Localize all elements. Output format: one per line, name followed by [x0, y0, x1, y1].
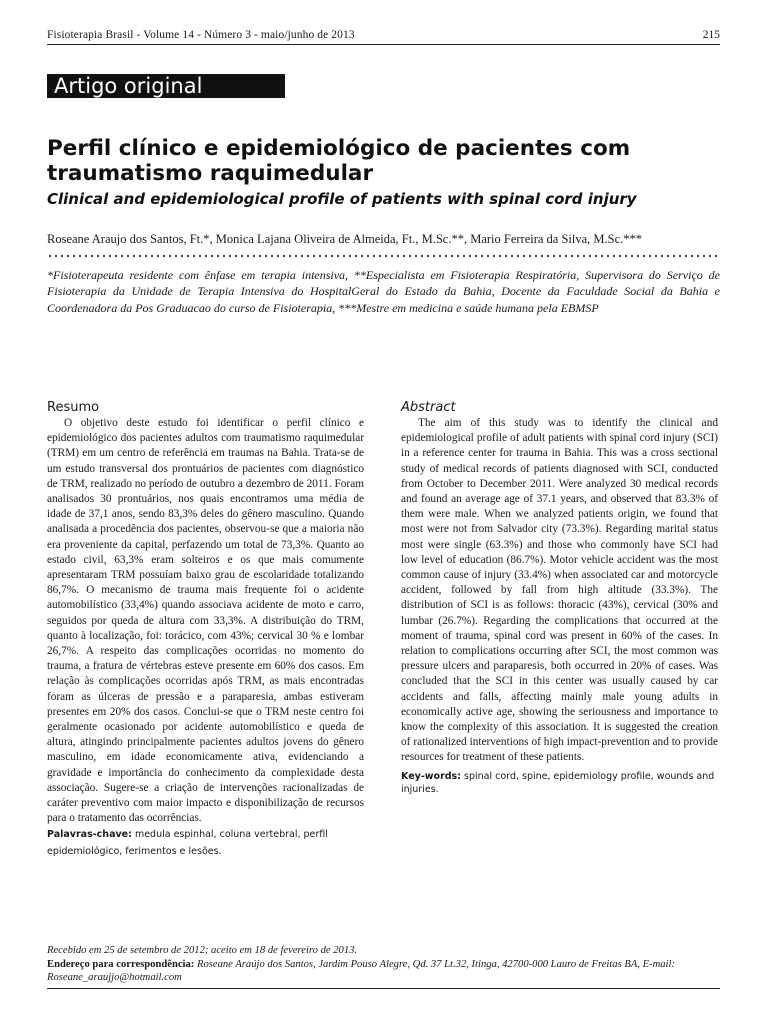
abstract-heading: Abstract	[401, 400, 456, 415]
resumo-keywords-list: medula espinhal, coluna vertebral, perfil epidemiológico, ferimentos e lesões.	[47, 829, 328, 858]
authors-line: Roseane Araujo dos Santos, Ft.*, Monica Lajana Oliveira de Almeida, Ft., M.Sc.**, Mario Ferreira da Silva, M.Sc.***	[47, 232, 643, 246]
abstract-keywords-label: Key-words:	[401, 770, 462, 782]
journal-info: Fisioterapia Brasil - Volume 14 - Número 3 - maio/junho de 2013	[47, 29, 355, 41]
abstract-text: The aim of this study was to identify the clinical and epidemiological profile of adult patients with spinal cord injury (SCI) in a reference center for trauma in Bahia. This was a cross sectional study of medical records of patients diagnosed with SCI, conducted from October to December 2011. Were analyzed 30 medical records and found an average age of 37.1 years, and observed that 83.3% of them were male. When we analyzed patients origin, we found that most were not from Salvador city (73.3%). Regarding marital status most were single (63.3%) and those who commonly have SCI had low level of education (86.7%). Motor vehicle accident was the most common cause of injury (33.4%) when associated car and motorcycle accident, followed by fall from high altitude (33.3%). The distribution of SCI is as follows: thoracic (43%), cervical (30% and lumbar (26.7%). Regarding the complications that occurred at the moment of trauma, spinal cord was present in 60% of the cases. In relation to complications occurring after SCI, the most common was pressure ulcers and paraparesis, both occurred in 20% of cases. Was concluded that the SCI in this center was usually caused by car accidents and falls, affecting mainly male young adults in economically active age, showing the seriousness and importance to know the complexity of this association. It is suggested the creation of rationalized interventions of high impact-prevention and to provide resources for treatment of these patients.	[401, 417, 718, 764]
running-header	[47, 26, 720, 45]
abstract-keywords	[401, 770, 718, 796]
article-subtitle: Clinical and epidemiological profile of patients with spinal cord injury	[47, 190, 637, 208]
abstract-column	[401, 400, 718, 796]
resumo-keywords-label: Palavras-chave:	[47, 829, 132, 841]
received-dates: Recebido em 25 de setembro de 2012; aceito em 18 de fevereiro de 2013.	[47, 945, 358, 956]
article-footer	[47, 944, 720, 985]
footer-rule	[47, 988, 720, 989]
resumo-text: O objetivo deste estudo foi identificar o perfil clínico e epidemiológico dos pacientes adultos com traumatismo raquimedular (TRM) em um centro de referência em traumas na Bahia. Trata-se de um estudo transversal dos prontuários de pacientes com diagnóstico de TRM, realizado no período de outubro a dezembro de 2011. Foram analisados 30 prontuários, nos quais encontramos uma média de idade de 37,1 anos, sendo 83,3% deles do gênero masculino. Quando analisada a procedência dos pacientes, observou-se que a maioria não era proveniente da capital, perfazendo um total de 73,3%. Quanto ao estado civil, 63,3% eram solteiros e os que mais comumente apresentaram TRM possuíam baixo grau de escolaridade totalizando 86,7%. O mecanismo de trauma mais frequente foi o acidente automobilístico (33,4%) quando associava acidente de moto e carro, seguidos por queda de altura com 33,3%. A distribuição do TRM, quanto à localização, foi: torácico, com 43%; cervical 30 % e lombar 26,7%. A respeito das complicações ocorridas no momento do trauma, a fratura de vértebras esteve presente em 60% dos casos. Em relação às complicações ocorridas após TRM, as mais encontradas foram as úlceras de pressão e a paraparesia, ambas estiveram presentes em 20% dos casos. Conclui-se que o TRM neste centro foi geralmente ocasionado por acidente automobilístico e queda de altura, atingindo principalmente pacientes adultos jovens do gênero masculino, em idade economicamente ativa, evidenciando a gravidade e importância do conhecimento da complexidade desta associação. Sugere-se a criação de intervenções racionalizadas de caráter preventivo com maior impacto e disponibilização de recursos para o tratamento das ocorrências.	[47, 417, 364, 825]
dotted-divider	[47, 254, 720, 258]
resumo-keywords	[47, 826, 364, 860]
page-number: 215	[702, 29, 720, 41]
affiliations: *Fisioterapeuta residente com ênfase em terapia intensiva, **Especialista em Fisioterapia Respiratória, Supervisora do Serviço de Fisioterapia da Unidade de Terapia Intensiva do HospitalGeral do Estado da Bahia, Docente da Faculdade Social da Bahia e Coordenadora da Pos Graduacao do curso de Fisioterapia, ***Mestre em medicina e saúde humana pela EBMSP	[47, 268, 720, 315]
section-banner: Artigo original	[47, 74, 285, 98]
abstract-keywords-list: spinal cord, spine, epidemiology profile, wounds and injuries.	[401, 770, 715, 795]
article-title: Perfil clínico e epidemiológico de pacientes com traumatismo raquimedular	[47, 136, 631, 186]
correspondence-label: Endereço para correspondência:	[47, 958, 195, 970]
resumo-heading: Resumo	[47, 400, 100, 415]
correspondence-address: Roseane Araújo dos Santos, Jardim Pouso Alegre, Qd. 37 Lt.32, Itinga, 42700-000 Lauro de Freitas BA, E-mail: Roseane_araujjo@hotmail.com	[47, 958, 675, 983]
resumo-column	[47, 400, 364, 860]
correspondence	[47, 958, 720, 985]
